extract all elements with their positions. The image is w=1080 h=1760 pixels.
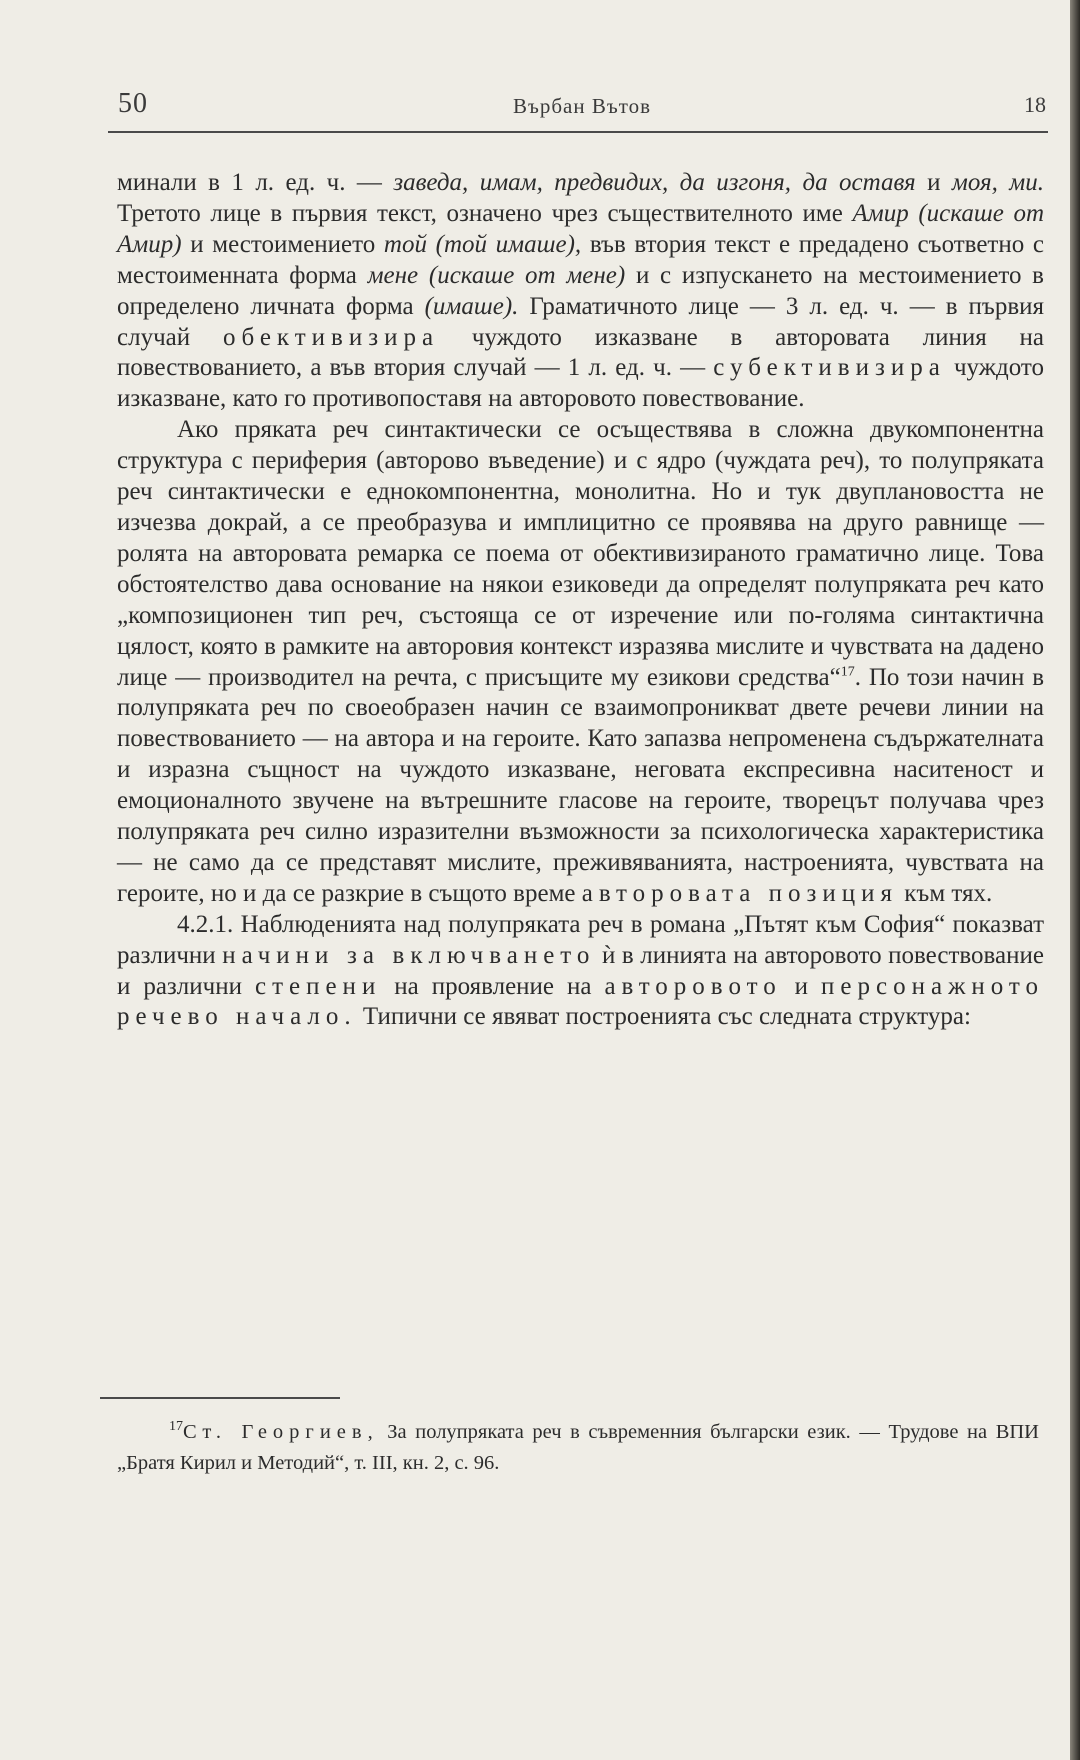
text-run: във втория текст е предадено съответно с местоименната форма bbox=[117, 230, 1044, 289]
text-run: и местоимението bbox=[181, 230, 384, 258]
text-run: и bbox=[915, 169, 952, 196]
text-run: Третото лице в първия текст, означено чрез съществителното име bbox=[117, 199, 853, 227]
italic-run: Амир (искаше от Амир) bbox=[117, 199, 1045, 258]
body-text bbox=[117, 168, 1044, 1033]
spaced-emphasis-run: степени bbox=[254, 972, 382, 1000]
italic-run: моя, ми. bbox=[951, 169, 1044, 196]
italic-run: заведа, имам, предвидих, да изгоня, да оставя bbox=[393, 169, 916, 196]
italic-run: (имаше). bbox=[424, 292, 519, 320]
paragraph-p3 bbox=[117, 910, 1044, 1034]
text-run: и с изпускането на местоимението в определено личната форма bbox=[117, 261, 1044, 320]
footnote-number: 17 bbox=[169, 1419, 183, 1435]
footnote-text: За полупряката реч в съвременния български език. — Трудове на ВПИ „Братя Кирил и Методий“, т. III, кн. 2, с. 96. bbox=[117, 1421, 1039, 1474]
italic-run: той (той имаше), bbox=[383, 230, 582, 258]
spaced-emphasis-run: авторовата позиция bbox=[581, 879, 899, 907]
spaced-emphasis-run: обективизира bbox=[222, 323, 440, 351]
paragraph-p1 bbox=[117, 168, 1044, 415]
text-run: на проявление на bbox=[381, 972, 605, 1000]
spaced-emphasis-run: персонажното речево начало. bbox=[117, 972, 1044, 1031]
text-run: минали в 1 л. ед. ч. — bbox=[117, 169, 394, 196]
text-run: ѝ в линията на авторовото повествование и различни bbox=[117, 941, 1044, 1000]
spaced-emphasis-run: субективизира bbox=[713, 354, 946, 382]
text-run: Граматичното лице — 3 л. ед. ч. — в първия случай bbox=[117, 292, 1044, 351]
text-run: Типични се явяват построенията със следната структура: bbox=[356, 1003, 971, 1031]
text-run: към тях. bbox=[898, 879, 993, 907]
paragraph-p2 bbox=[117, 415, 1044, 910]
spaced-emphasis-run: начини за включването bbox=[222, 941, 596, 969]
footnote bbox=[117, 1417, 1039, 1479]
spaced-emphasis-run: авторовото bbox=[604, 972, 782, 1000]
signature-mark: 18 bbox=[1024, 92, 1046, 117]
text-run: чуждото изказване в авторовата линия на повествованието, а във втория случай — 1 л. ед. ч. — bbox=[117, 323, 1044, 382]
book-spine-edge bbox=[1070, 0, 1080, 1760]
header-rule bbox=[108, 131, 1048, 133]
text-run: чуждото изказване, като го противопоставя на авторовото повествование. bbox=[117, 354, 1044, 413]
running-head bbox=[118, 88, 1046, 128]
text-run: Ако пряката реч синтактически се осъществява в сложна двукомпонентна структура с периферия (авторово въведение) и с ядро (чуждата реч), то полупряката реч синтактически е еднокомпонентна, монолитна. Но и тук двуплановостта не изчезва докрай, а се преобразува и имплицитно се проявява на друго равнище — ролята на авторовата ремарка се поема от обективизираното граматично лице. Това обстоятелство дава основание на някои езиковеди да определят полупряката реч като „композиционен тип реч, състояща се от изречение или по-голяма синтактична цялост, която в рамките на авторовия контекст изразява мислите и чувствата на дадено лице — производител на речта, с присъщите му езикови средства“ bbox=[117, 416, 1044, 691]
footnote-rule bbox=[100, 1397, 340, 1399]
text-run: и bbox=[781, 972, 822, 1000]
running-title: Върбан Вътов bbox=[512, 94, 652, 118]
text-run: 4.2.1. Наблюденията над полупряката реч в романа „Пътят към София“ показват различни bbox=[117, 910, 1044, 969]
footnote-author: Ст. Георгиев, bbox=[183, 1421, 379, 1443]
page-number: 50 bbox=[118, 88, 148, 119]
italic-run: мене (искаше от мене) bbox=[367, 261, 626, 289]
text-run: . По този начин в полупряката реч по своеобразен начин се взаимопроникват двете речеви линии на повествованието — на автора и на героите. Като запазва непроменена съдържателната и изразна същност на чуждото изказване, неговата експресивна наситеност и емоционалното звучене на вътрешните гласове на героите, творецът получава чрез полупряката реч силно изразителни възможности за психологическа характеристика — не само да се представят мислите, преживяванията, настроенията, чувствата на героите, но и да се разкрие в същото време bbox=[117, 663, 1044, 907]
footnote-reference: 17 bbox=[840, 664, 855, 680]
